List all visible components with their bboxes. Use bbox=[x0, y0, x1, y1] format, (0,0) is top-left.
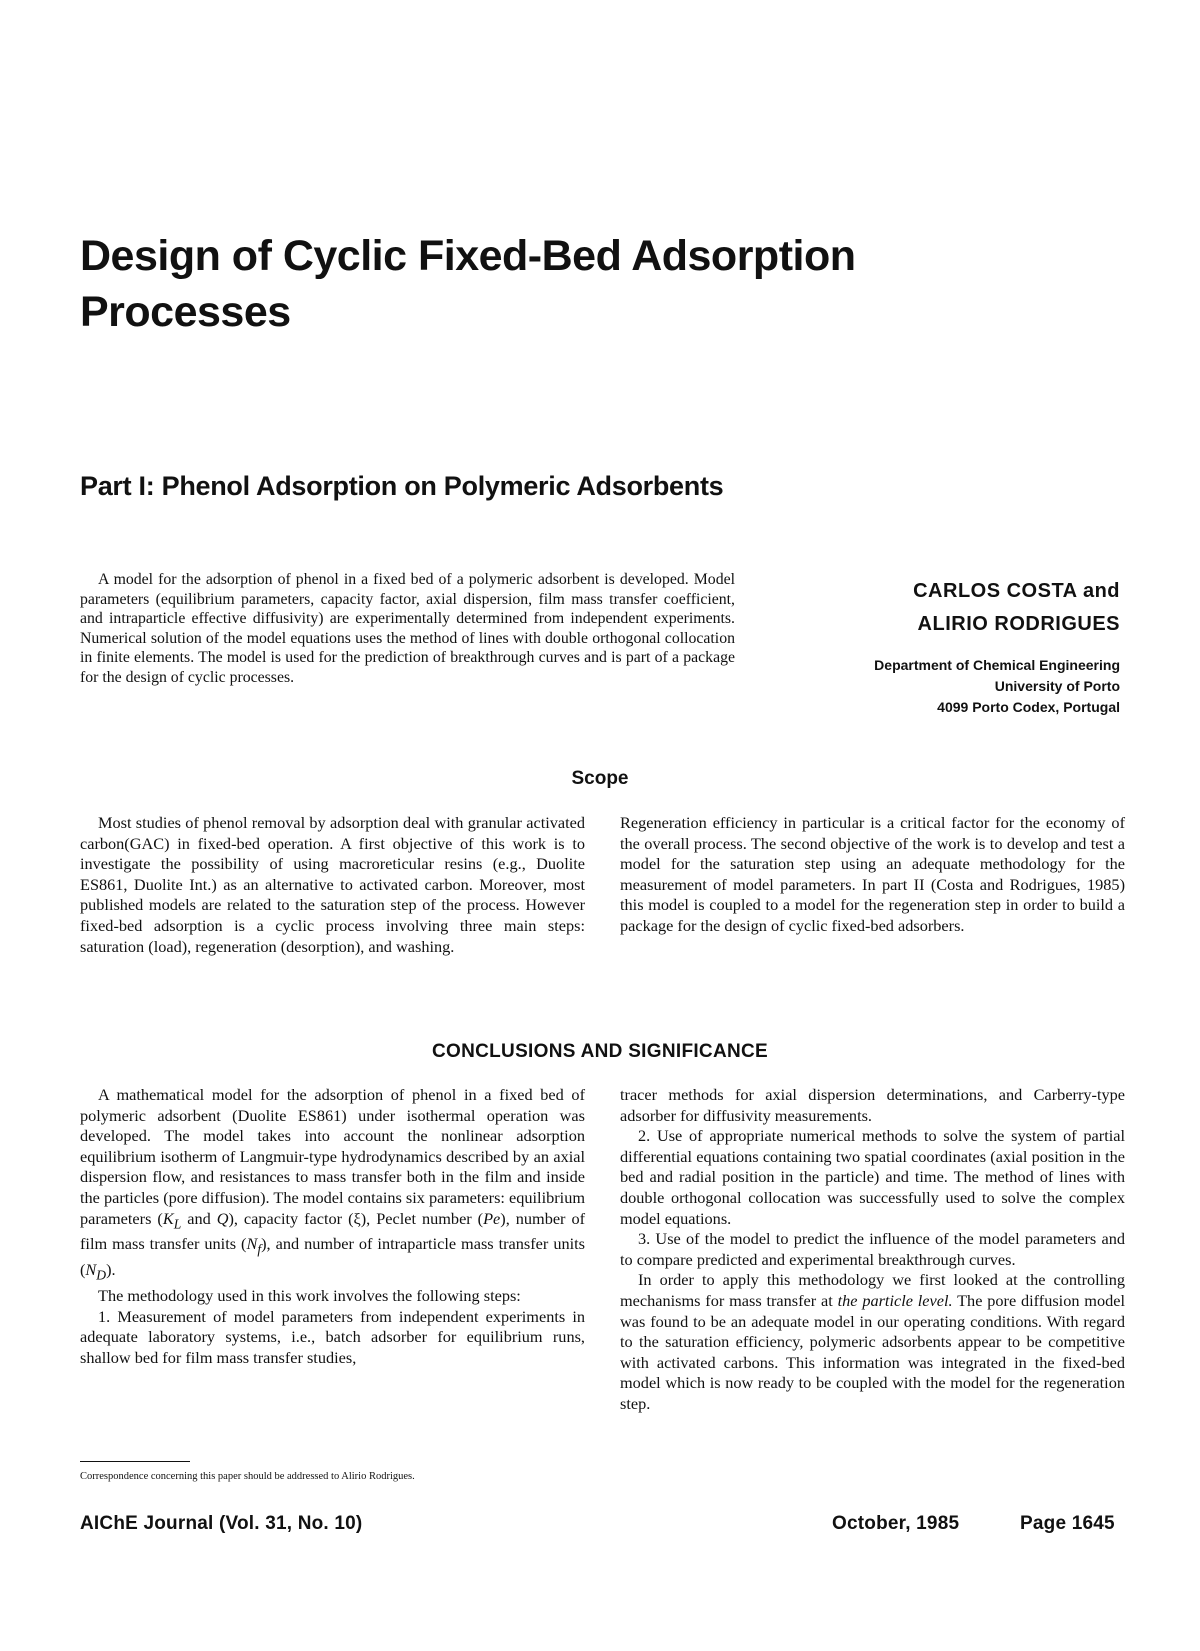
paper-title: Design of Cyclic Fixed-Bed Adsorption Processes bbox=[80, 232, 856, 336]
conclusions-paragraph-6: 3. Use of the model to predict the influence of the model parameters and to compare predicted and experimental breakthrough curves. bbox=[620, 1229, 1125, 1269]
symbol-nd-subscript: D bbox=[96, 1267, 107, 1283]
affiliation-department: Department of Chemical Engineering bbox=[874, 657, 1120, 673]
emphasis-text: the particle level. bbox=[837, 1290, 953, 1310]
text-run: In order to apply this methodology we first looked at the controlling mechanisms for mass transfer at bbox=[620, 1270, 1125, 1310]
conclusions-paragraph-2: The methodology used in this work involves the following steps: bbox=[98, 1286, 521, 1306]
conclusions-heading: CONCLUSIONS AND SIGNIFICANCE bbox=[432, 1041, 768, 1062]
text-run: ), number of film mass transfer units ( bbox=[80, 1208, 586, 1254]
text-run: The pore diffusion model was found to be an adequate model in our operating conditions. With regard to the saturation efficiency, polymeric adsorbents appear to be competitive with activated carbons. This information was integrated in the fixed-bed model which is now ready to be coupled with the model for the regeneration step. bbox=[620, 1290, 1125, 1413]
scope-heading: Scope bbox=[571, 768, 629, 789]
abstract: A model for the adsorption of phenol in a fixed bed of a polymeric adsorbent is developed. Model parameters (equilibrium parameters, capacity factor, axial dispersion, film mass transfer coefficient, and intraparticle effective diffusivity) are experimentally determined from independent experiments. Numerical solution of the model equations uses the method of lines with double orthogonal collocation in finite elements. The model is used for the prediction of breakthrough curves and is part of a package for the design of cyclic processes. bbox=[80, 571, 735, 686]
affiliation bbox=[740, 655, 1120, 718]
symbol-nf: N bbox=[246, 1234, 258, 1254]
symbol-xi: ξ bbox=[353, 1208, 361, 1228]
text-run: ), Peclet number ( bbox=[360, 1208, 484, 1228]
author-line-1: CARLOS COSTA and bbox=[913, 580, 1120, 602]
symbol-kl: K bbox=[162, 1208, 174, 1228]
paper-subtitle: Part I: Phenol Adsorption on Polymeric Adsorbents bbox=[80, 471, 724, 501]
text-run: ). bbox=[106, 1260, 116, 1280]
affiliation-university: University of Porto bbox=[994, 678, 1120, 694]
conclusions-paragraph-1 bbox=[80, 1085, 585, 1286]
text-run: and bbox=[181, 1208, 217, 1228]
conclusions-paragraph-4: tracer methods for axial dispersion determinations, and Carberry-type adsorber for diffusivity measurements. bbox=[620, 1085, 1125, 1125]
scope-right-column bbox=[620, 813, 1125, 937]
conclusions-left-column bbox=[80, 1085, 585, 1368]
affiliation-address: 4099 Porto Codex, Portugal bbox=[937, 699, 1120, 715]
footer-date: October, 1985 bbox=[832, 1513, 960, 1534]
conclusions-right-column bbox=[620, 1085, 1125, 1415]
symbol-kl-subscript: L bbox=[173, 1215, 182, 1231]
scope-left-column bbox=[80, 813, 585, 957]
author-block bbox=[740, 575, 1120, 718]
symbol-pe: Pe bbox=[483, 1208, 501, 1228]
footer-page-number: Page 1645 bbox=[1020, 1513, 1115, 1534]
text-run: ), capacity factor ( bbox=[228, 1208, 354, 1228]
symbol-nd: N bbox=[85, 1260, 97, 1280]
text-run: ), and number of intraparticle mass transfer units ( bbox=[80, 1234, 585, 1280]
footnote: Correspondence concerning this paper should be addressed to Alirio Rodrigues. bbox=[80, 1471, 415, 1482]
conclusions-paragraph-7 bbox=[620, 1270, 1125, 1414]
conclusions-paragraph-5: 2. Use of appropriate numerical methods to solve the system of partial differential equations containing two spatial coordinates (axial position in the bed and radial position in the particle) and time. The method of lines with double orthogonal collocation was successfully used to solve the complex model equations. bbox=[620, 1126, 1125, 1228]
symbol-q: Q bbox=[216, 1208, 229, 1228]
footer-journal: AIChE Journal (Vol. 31, No. 10) bbox=[80, 1513, 363, 1534]
scope-right-paragraph: Regeneration efficiency in particular is a critical factor for the economy of the overall process. The second objective of the work is to develop and test a model for the saturation step using an adequate methodology for the measurement of model parameters. In part II (Costa and Rodrigues, 1985) this model is coupled to a model for the regeneration step in order to build a package for the design of cyclic fixed-bed adsorbers. bbox=[620, 813, 1125, 935]
text-run: A mathematical model for the adsorption of phenol in a fixed bed of polymeric adsorbent (Duolite ES861) under isothermal operation was developed. The model takes into account the nonlinear adsorption equilibrium isotherm of Langmuir-type hydrodynamics described by an axial dispersion flow, and resistances to mass transfer both in the film and inside the particles (pore diffusion). The model contains six parameters: equilibrium parameters ( bbox=[80, 1085, 585, 1228]
conclusions-paragraph-3: 1. Measurement of model parameters from independent experiments in adequate laboratory systems, i.e., batch adsorber for equilibrium runs, shallow bed for film mass transfer studies, bbox=[80, 1306, 585, 1367]
author-line-2: ALIRIO RODRIGUES bbox=[917, 613, 1120, 635]
symbol-nf-subscript: f bbox=[257, 1241, 262, 1257]
scope-left-paragraph: Most studies of phenol removal by adsorption deal with granular activated carbon(GAC) in fixed-bed operation. A first objective of this work is to investigate the possibility of using macroreticular resins (e.g., Duolite ES861, Duolite Int.) as an alternative to activated carbon. Moreover, most published models are related to the saturation step of the process. However fixed-bed adsorption is a cyclic process involving three main steps: saturation (load), regeneration (desorption), and washing. bbox=[80, 813, 585, 956]
footnote-divider bbox=[80, 1461, 190, 1462]
